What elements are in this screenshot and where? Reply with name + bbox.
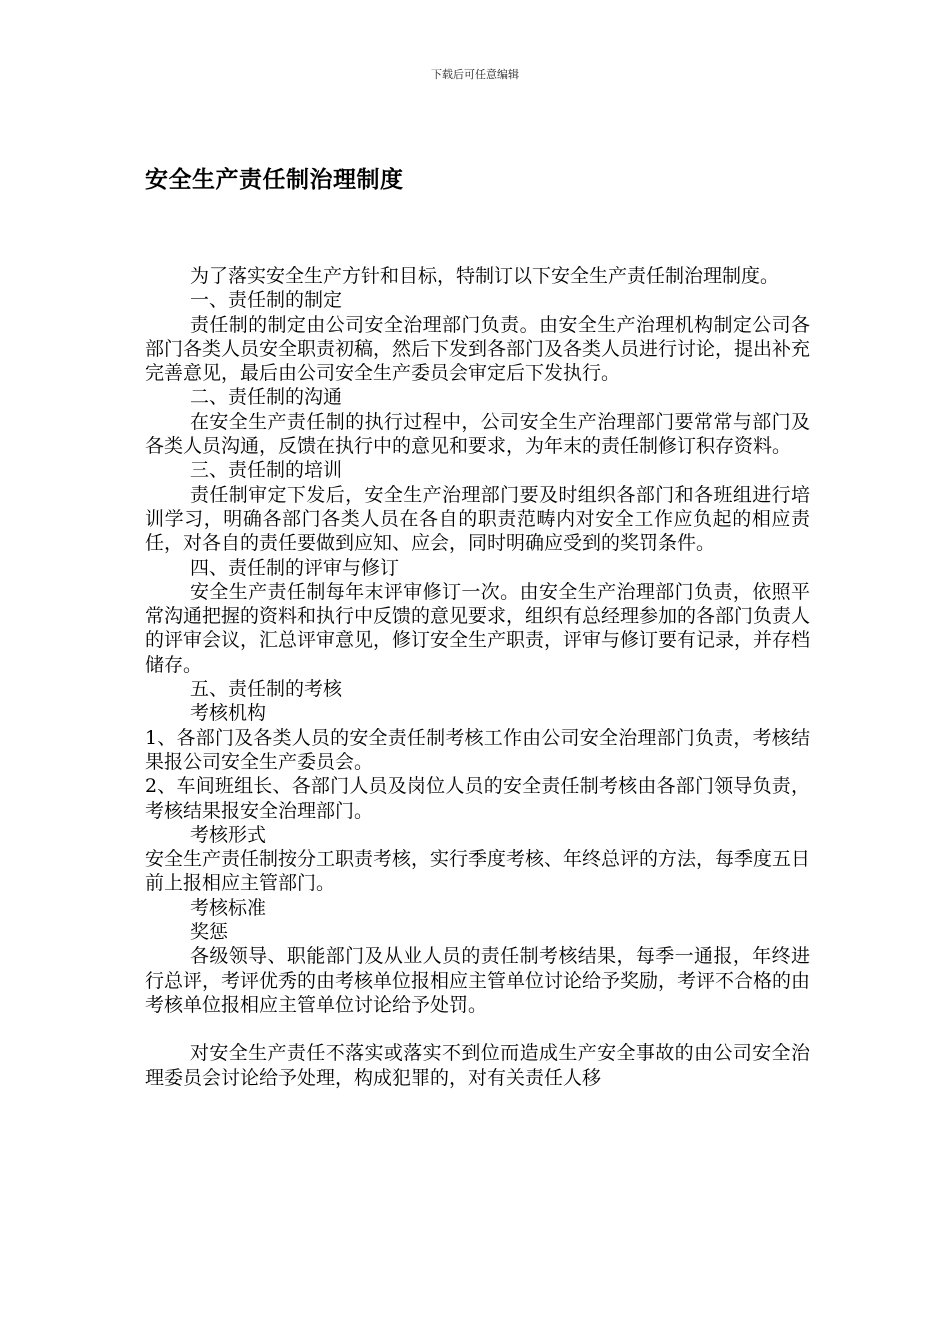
paragraph: 考核机构 bbox=[190, 702, 267, 725]
paragraph: 各级领导、职能部门及从业人员的责任制考核结果，每季一通报，年终进行总评，考评优秀的由考核单位报相应主管单位讨论给予奖励，考评不合格的由考核单位报相应主管单位讨论给予处罚。 bbox=[145, 945, 811, 1016]
paragraph: 2、车间班组长、各部门人员及岗位人员的安全责任制考核由各部门领导负责，考核结果报安全治理部门。 bbox=[145, 775, 810, 822]
header-note: 下载后可任意编辑 bbox=[431, 68, 519, 81]
paragraph: 四、责任制的评审与修订 bbox=[190, 556, 400, 579]
paragraph: 奖惩 bbox=[190, 921, 229, 944]
paragraph: 对安全生产责任不落实或落实不到位而造成生产安全事故的由公司安全治理委员会讨论给予处理，构成犯罪的，对有关责任人移 bbox=[145, 1042, 810, 1089]
paragraph: 安全生产责任制按分工职责考核，实行季度考核、年终总评的方法，每季度五日前上报相应主管部门。 bbox=[145, 848, 811, 895]
blank-line bbox=[145, 1017, 810, 1041]
paragraph: 责任制的制定由公司安全治理部门负责。由安全生产治理机构制定公司各部门各类人员安全职责初稿，然后下发到各部门及各类人员进行讨论，提出补充完善意见，最后由公司安全生产委员会审定后下发执行。 bbox=[145, 313, 811, 385]
paragraph: 考核标准 bbox=[190, 896, 267, 919]
paragraph: 安全生产责任制每年末评审修订一次。由安全生产治理部门负责，依照平常沟通把握的资料和执行中反馈的意见要求，组织有总经理参加的各部门负责人的评审会议，汇总评审意见，修订安全生产职责，评审与修订要有记录，并存档储存。 bbox=[145, 580, 811, 676]
paragraph: 考核形式 bbox=[190, 823, 267, 846]
paragraph: 1、各部门及各类人员的安全责任制考核工作由公司安全治理部门负责，考核结果报公司安全生产委员会。 bbox=[145, 726, 810, 773]
document-body bbox=[145, 264, 810, 1090]
document-title: 安全生产责任制治理制度 bbox=[145, 167, 404, 193]
paragraph: 三、责任制的培训 bbox=[190, 459, 343, 482]
paragraph: 二、责任制的沟通 bbox=[190, 386, 343, 409]
paragraph: 责任制审定下发后，安全生产治理部门要及时组织各部门和各班组进行培训学习，明确各部门各类人员在各自的职责范畴内对安全工作应负起的相应责任，对各自的责任要做到应知、应会，同时明确应受到的奖罚条件。 bbox=[145, 483, 810, 555]
paragraph: 一、责任制的制定 bbox=[190, 289, 343, 312]
paragraph: 五、责任制的考核 bbox=[190, 678, 343, 701]
paragraph: 为了落实安全生产方针和目标，特制订以下安全生产责任制治理制度。 bbox=[190, 265, 780, 287]
paragraph: 在安全生产责任制的执行过程中，公司安全生产治理部门要常常与部门及各类人员沟通，反馈在执行中的意见和要求，为年末的责任制修订积存资料。 bbox=[145, 410, 810, 458]
